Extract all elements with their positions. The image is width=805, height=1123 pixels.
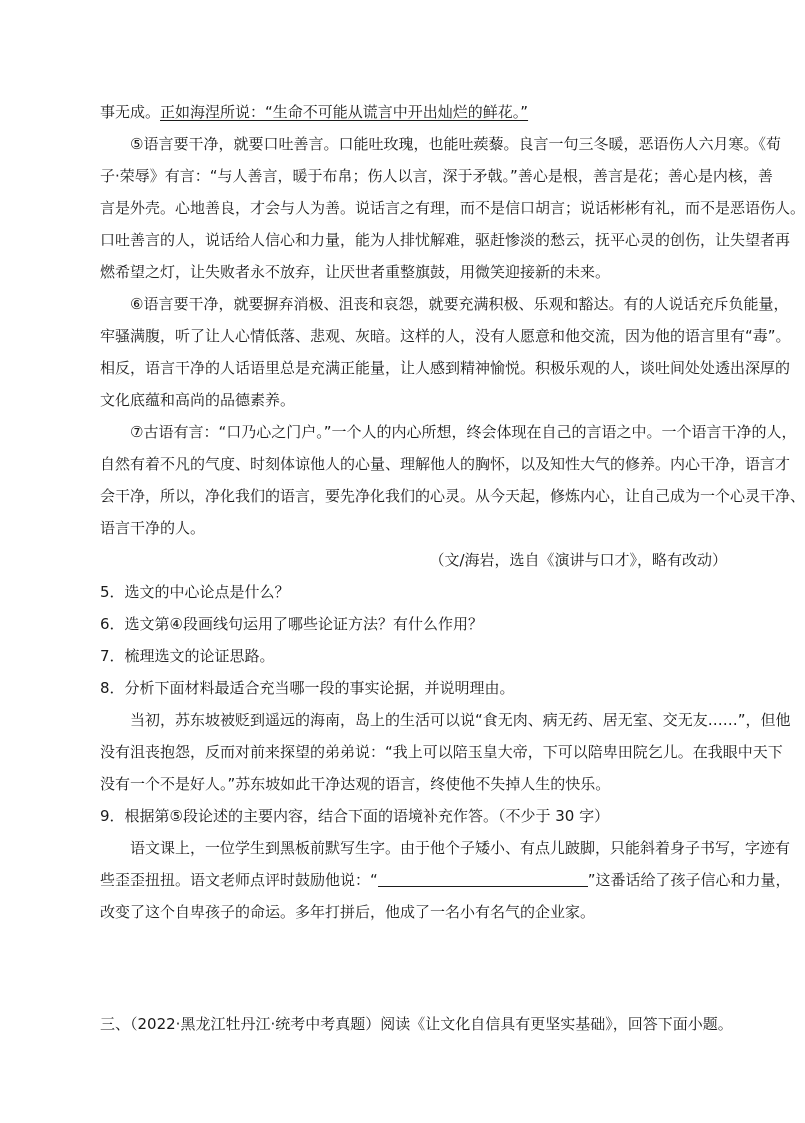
paragraph-7-line: 语言干净的人。	[100, 519, 206, 537]
paragraph-6-line: 文化底蕴和高尚的品德素养。	[100, 391, 296, 409]
material-text: 些歪歪扭扭。语文老师点评时鼓励他说：“	[100, 871, 378, 889]
question-8-material	[100, 704, 791, 800]
material-line: 语文课上，一位学生到黑板前默写生字。由于他个子矮小、有点儿跛脚，只能斜着身子书写，字迹有	[130, 839, 791, 857]
paragraph-7-line: 会干净，所以，净化我们的语言，要先净化我们的心灵。从今天起，修炼内心，让自己成为一个心灵干净、	[100, 487, 805, 505]
question-9: 9．根据第⑤段论述的主要内容，结合下面的语境补充作答。（不少于 30 字）	[100, 807, 610, 825]
section-3-heading: 三、（2022·黑龙江牡丹江·统考中考真题）阅读《让文化自信具有更坚实基础》，回答下面小题。	[100, 1015, 733, 1033]
paragraph-5-line: 子·荣辱》有言：“与人善言，暖于布帛；伤人以言，深于矛戟。”善心是根，善言是花；善心是内核，善	[100, 167, 773, 185]
material-line: 没有一个不是好人。”苏东坡如此干净达观的语言，终使他不失掉人生的快乐。	[100, 775, 611, 793]
paragraph-6-line: ⑥语言要干净，就要摒弃消极、沮丧和哀怨，就要充满积极、乐观和豁达。有的人说话充斥负能量，	[130, 295, 789, 313]
question-9-material	[100, 832, 791, 928]
question-7: 7．梳理选文的论证思路。	[100, 647, 275, 665]
underlined-quote: 正如海涅所说：“生命不可能从谎言中开出灿烂的鲜花。”	[160, 103, 529, 121]
paragraph-6	[100, 288, 791, 416]
paragraph-6-line: 牢骚满腹，听了让人心情低落、悲观、灰暗。这样的人，没有人愿意和他交流，因为他的语言里有“毒”。	[100, 327, 791, 345]
answer-blank[interactable]	[378, 870, 588, 887]
document-page	[100, 96, 805, 1040]
paragraph-5	[100, 128, 805, 288]
source-citation: （文/海岩，选自《演讲与口才》，略有改动）	[429, 551, 727, 569]
material-line: 当初，苏东坡被贬到遥远的海南，岛上的生活可以说“食无肉、病无药、居无室、交无友……”，但他	[130, 711, 791, 729]
paragraph-5-line: ⑤语言要干净，就要口吐善言。口能吐玫瑰，也能吐蒺藜。良言一句三冬暖，恶语伤人六月寒。《荀	[130, 135, 781, 153]
blank-space	[100, 928, 727, 1008]
paragraph-7-line: ⑦古语有言：“口乃心之门户。”一个人的内心所想，终会体现在自己的言语之中。一个语言干净的人，	[130, 423, 797, 441]
question-8: 8．分析下面材料最适合充当哪一段的事实论据，并说明理由。	[100, 679, 515, 697]
material-text: ”这番话给了孩子信心和力量，	[587, 871, 791, 889]
question-5: 5．选文的中心论点是什么？	[100, 583, 290, 601]
paragraph-6-line: 相反，语言干净的人话语里总是充满正能量，让人感到精神愉悦。积极乐观的人，谈吐间处处透出深厚的	[100, 359, 791, 377]
material-line	[100, 864, 791, 896]
paragraph-4-end-text: 事无成。	[100, 103, 161, 121]
paragraph-4-end	[100, 96, 727, 128]
material-line: 改变了这个自卑孩子的命运。多年打拼后，他成了一名小有名气的企业家。	[100, 903, 596, 921]
paragraph-5-line: 言是外壳。心地善良，才会与人为善。说话言之有理，而不是信口胡言；说话彬彬有礼，而不是恶语伤人。	[100, 199, 805, 217]
question-6: 6．选文第④段画线句运用了哪些论证方法？有什么作用？	[100, 615, 483, 633]
paragraph-5-line: 燃希望之灯，让失败者永不放弃，让厌世者重整旗鼓，用微笑迎接新的未来。	[100, 263, 611, 281]
paragraph-7-line: 自然有着不凡的气度、时刻体谅他人的心量、理解他人的胸怀，以及知性大气的修养。内心干净，语言才	[100, 455, 791, 473]
paragraph-5-line: 口吐善言的人，说话给人信心和力量，能为人排忧解难，驱赶惨淡的愁云，抚平心灵的创伤，让失望者再	[100, 231, 791, 249]
material-line: 没有沮丧抱怨，反而对前来探望的弟弟说：“我上可以陪玉皇大帝，下可以陪卑田院乞儿。在我眼中天下	[100, 743, 783, 761]
paragraph-7	[100, 416, 805, 544]
